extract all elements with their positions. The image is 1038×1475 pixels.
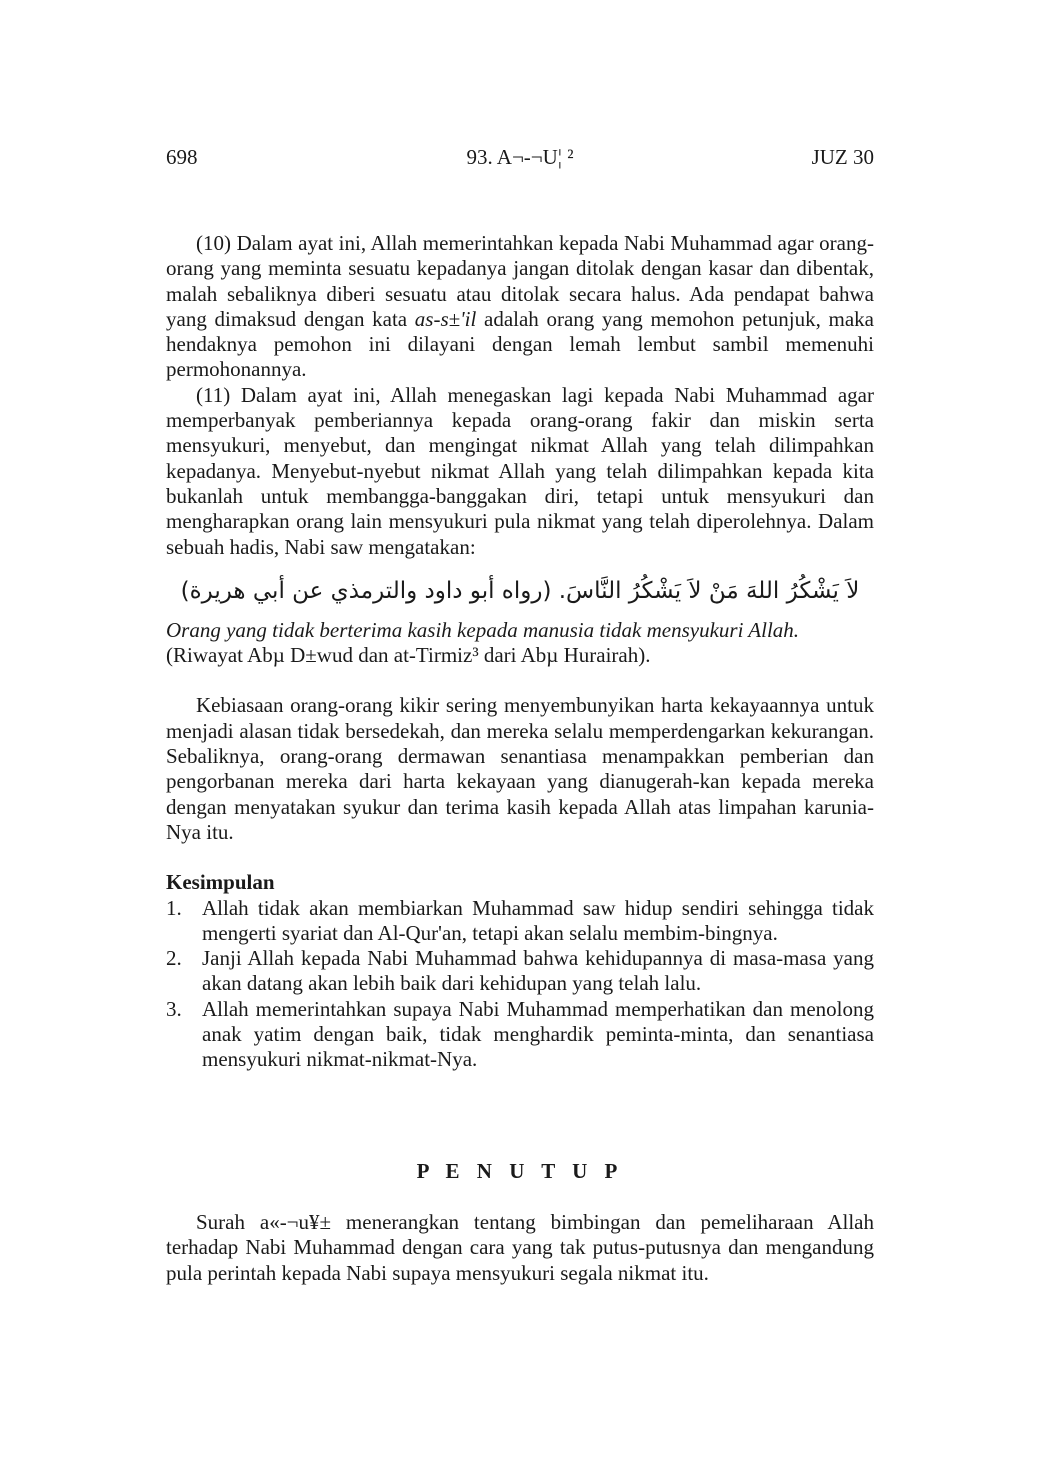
paragraph-verse-11: (11) Dalam ayat ini, Allah menegaskan lagi kepada Nabi Muhammad agar memperbanyak pemberiannya kepada orang-orang fakir dan miskin serta mensyukuri, menyebut, dan mengingat nikmat Allah yang telah dilimpahkan kepadanya. Menyebut-nyebut nikmat Allah yang telah dilimpahkan kepada kita bukanlah untuk membangga-banggakan diri, tetapi untuk mensyukuri dan mengharapkan orang lain mensyukuri pula nikmat yang telah diperolehnya. Dalam sebuah hadis, Nabi saw mengatakan: [166, 382, 874, 559]
list-item-number: 2. [166, 946, 182, 971]
page-number: 698 [166, 145, 198, 169]
juz-label: JUZ 30 [811, 145, 874, 169]
arabic-hadith: لاَ يَشْكُرُ اللهَ مَنْ لاَ يَشْكُرُ النَّاسَ. (رواه أبو داود والترمذي عن أبي هريرة) [180, 577, 860, 604]
kesimpulan-heading: Kesimpulan [166, 870, 275, 895]
term-as-sail: as-s±'il [414, 306, 477, 331]
list-item [166, 946, 874, 997]
surah-title: 93. A¬-¬U¦ ² [466, 145, 574, 169]
verse-10-text-b: adalah orang yang memohon petunjuk, maka hendaknya pemohon ini dilayani dengan lemah lembut sambil memenuhi permohonannya. [166, 306, 874, 382]
page-body [166, 231, 874, 1286]
hadith-source: (Riwayat Abµ D±wud dan at-Tirmiz³ dari Abµ Hurairah). [166, 643, 651, 668]
spacer [166, 668, 874, 693]
paragraph-kebiasaan: Kebiasaan orang-orang kikir sering menyembunyikan harta kekayaannya untuk menjadi alasan tidak bersedekah, dan mereka selalu memperdengarkan kekurangan. Sebaliknya, orang-orang dermawan senantiasa menampakkan pemberian dan pengorbanan mereka dari harta kekayaan yang dianugerah-kan kepada mereka dengan menyatakan syukur dan terima kasih kepada Allah atas limpahan karunia-Nya itu. [166, 693, 874, 844]
paragraph-penutup: Surah a«-¬u¥± menerangkan tentang bimbingan dan pemeliharaan Allah terhadap Nabi Muhammad dengan cara yang tak putus-putusnya dan mengandung pula perintah kepada Nabi supaya mensyukuri segala nikmat itu. [166, 1209, 874, 1285]
verse-10-text-a: (10) Dalam ayat ini, Allah memerintahkan kepada Nabi Muhammad agar orang-orang yang meminta sesuatu kepadanya jangan ditolak dengan kasar dan dibentak, malah sebaliknya diberi sesuatu atau ditolak secara halus. Ada pendapat bahwa yang dimaksud dengan kata [166, 231, 874, 331]
list-item [166, 997, 874, 1073]
hadith-translation: Orang yang tidak berterima kasih kepada manusia tidak mensyukuri Allah. [166, 617, 800, 642]
page-header [166, 143, 874, 171]
list-item-text: Allah memerintahkan supaya Nabi Muhammad memperhatikan dan menolong anak yatim dengan baik, tidak menghardik peminta-minta, dan senantiasa mensyukuri nikmat-nikmat-Nya. [202, 996, 874, 1072]
list-item-number: 3. [166, 996, 182, 1021]
list-item-text: Janji Allah kepada Nabi Muhammad bahwa kehidupannya di masa-masa yang akan datang akan lebih baik dari kehidupan yang telah lalu. [202, 946, 874, 996]
list-item-text: Allah tidak akan membiarkan Muhammad saw hidup sendiri sehingga tidak mengerti syariat dan Al-Qur'an, tetapi akan selalu membim-bingnya. [202, 895, 874, 945]
list-item [166, 896, 874, 947]
list-item-number: 1. [166, 895, 182, 920]
penutup-heading: P E N U T U P [416, 1158, 624, 1183]
spacer [166, 845, 874, 870]
kesimpulan-list [166, 896, 874, 1073]
paragraph-verse-10 [166, 231, 874, 383]
